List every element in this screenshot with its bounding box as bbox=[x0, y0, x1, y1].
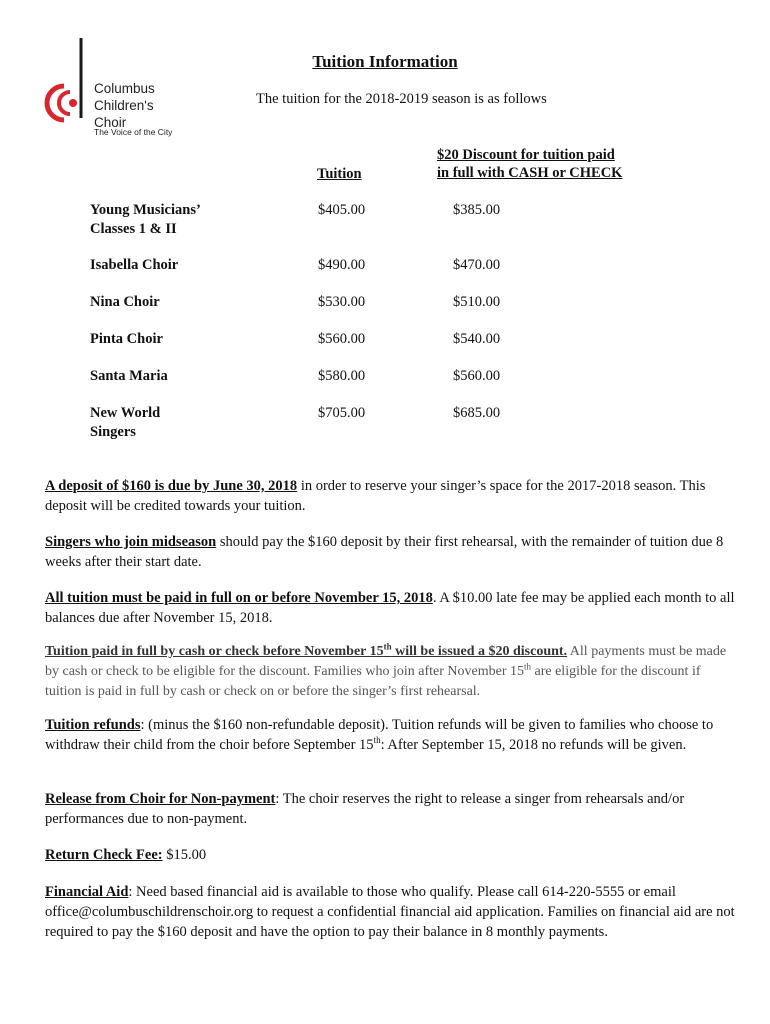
choir-name: Young Musicians’ Classes 1 & II bbox=[90, 202, 201, 237]
choir-name: New World Singers bbox=[90, 405, 161, 440]
choir-name: Pinta Choir bbox=[90, 331, 163, 347]
midseason-text: should pay the $160 deposit by their first rehearsal, with the remainder of tuition due 8 weeks after their start date. bbox=[45, 534, 724, 570]
return-check-paragraph bbox=[45, 845, 735, 865]
logo-wordmark bbox=[94, 80, 155, 131]
financial-aid-text: : Need based financial aid is available to those who qualify. Please call 614-220-5555 or email office@columbuschildrenschoir.org to request a confidential financial aid application. Families on financial aid are not required to pay the $160 deposit and have the option to pay their balance in 8 monthly payments. bbox=[45, 884, 735, 940]
discount-amount: $685.00 bbox=[453, 405, 501, 421]
refunds-text: : (minus the $160 non-refundable deposit). Tuition refunds will be given to families who choose to withdraw their child from the choir before September 15 bbox=[45, 717, 714, 753]
tuition-amount: $405.00 bbox=[318, 202, 366, 218]
tuition-amount: $705.00 bbox=[318, 405, 366, 421]
choir-name: Santa Maria bbox=[90, 368, 168, 384]
logo-line-1: Columbus bbox=[94, 81, 155, 96]
page-subtitle: The tuition for the 2018-2019 season is as follows bbox=[256, 91, 547, 107]
payment-deadline-heading: All tuition must be paid in full on or before November 15, 2018 bbox=[45, 590, 433, 606]
discount-heading: Tuition paid in full by cash or check before November 15 bbox=[45, 644, 384, 659]
discount-amount: $385.00 bbox=[453, 202, 501, 218]
logo-line-2: Children's bbox=[94, 98, 154, 113]
deposit-text: in order to reserve your singer’s space for the 2017-2018 season. This deposit will be credited towards your tuition. bbox=[45, 478, 706, 514]
tuition-amount: $530.00 bbox=[318, 294, 366, 310]
refunds-paragraph: Tuition refunds: (minus the $160 non-refundable deposit). Tuition refunds will be given to families who choose to withdraw their child from the choir before September 15th: After September 15, 2018 no refunds will be given. bbox=[45, 717, 714, 753]
column-header-tuition: Tuition bbox=[317, 166, 362, 182]
release-paragraph bbox=[45, 789, 735, 829]
tuition-amount: $580.00 bbox=[318, 368, 366, 384]
discount-amount: $510.00 bbox=[453, 294, 501, 310]
page-title: Tuition Information bbox=[312, 52, 458, 71]
discount-paragraph: Tuition paid in full by cash or check before November 15th will be issued a $20 discount. All payments must be made by cash or check to be eligible for the discount. Families who join after November 15th are eligible for the discount if tuition is paid in full by cash or check on or before the singer’s first rehearsal. bbox=[45, 641, 727, 699]
payment-deadline-paragraph bbox=[45, 588, 735, 628]
tuition-amount: $560.00 bbox=[318, 331, 366, 347]
discount-amount: $470.00 bbox=[453, 257, 501, 273]
logo-line-3: Choir bbox=[94, 115, 127, 130]
discount-amount: $540.00 bbox=[453, 331, 501, 347]
payment-deadline-text: . A $10.00 late fee may be applied each month to all balances due after November 15, 2018. bbox=[45, 590, 735, 626]
release-heading: Release from Choir for Non-payment bbox=[45, 791, 276, 807]
logo-tagline: The Voice of the City bbox=[94, 127, 173, 137]
midseason-paragraph bbox=[45, 532, 735, 572]
choir-name: Nina Choir bbox=[90, 294, 160, 310]
financial-aid-heading: Financial Aid bbox=[45, 884, 129, 900]
discount-amount: $560.00 bbox=[453, 368, 501, 384]
release-text: : The choir reserves the right to release a singer from rehearsals and/or performances due to non-payment. bbox=[45, 791, 685, 827]
deposit-heading: A deposit of $160 is due by June 30, 2018 bbox=[45, 478, 298, 494]
midseason-heading: Singers who join midseason bbox=[45, 534, 217, 550]
financial-aid-paragraph bbox=[45, 882, 735, 942]
deposit-paragraph bbox=[45, 476, 735, 516]
discount-text: All payments must be made by cash or check to be eligible for the discount. Families who join after November 15 bbox=[45, 644, 727, 679]
choir-name: Isabella Choir bbox=[90, 257, 179, 273]
return-check-text: $15.00 bbox=[162, 847, 207, 863]
return-check-heading: Return Check Fee: bbox=[45, 847, 163, 863]
column-header-discount: $20 Discount for tuition paid in full with CASH or CHECK bbox=[437, 147, 623, 181]
tuition-amount: $490.00 bbox=[318, 257, 366, 273]
refunds-heading: Tuition refunds bbox=[45, 717, 141, 733]
